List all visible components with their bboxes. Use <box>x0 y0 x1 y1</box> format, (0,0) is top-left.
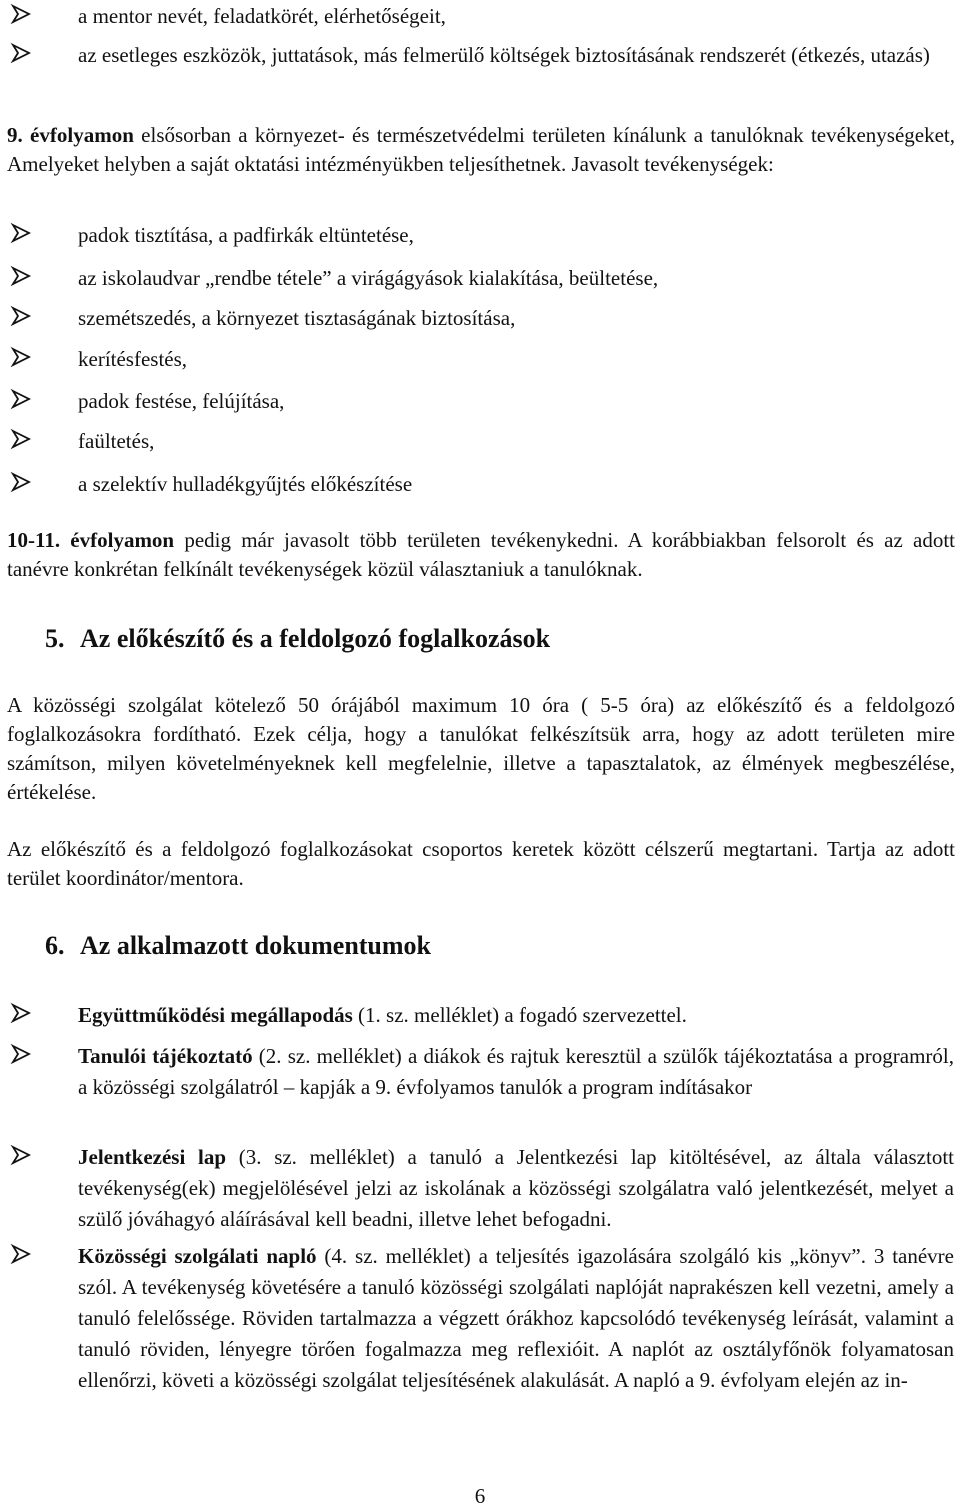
paragraph-text: pedig már javasolt több területen tevékenykedni. A korábbiakban felsorolt és az adott tanévre konkrétan felkínált tevékenységek közül választaniuk a tanulóknak. <box>7 528 955 581</box>
grade-label: 9. évfolyamon <box>7 123 134 147</box>
arrowhead-bullet-icon <box>10 1241 32 1267</box>
arrowhead-bullet-icon <box>10 303 32 329</box>
arrowhead-bullet-icon <box>10 386 32 412</box>
document-name: Jelentkezési lap <box>78 1145 227 1169</box>
list-item-text: az iskolaudvar „rendbe tétele” a virágágyások kialakítása, beültetése, <box>78 266 659 290</box>
list-item <box>10 344 950 374</box>
arrowhead-bullet-icon <box>10 426 32 452</box>
paragraph-text: elsősorban a környezet- és természetvédelmi területen kínálunk a tanulóknak tevékenységeket, Amelyeket helyben a saját oktatási intézményükben teljesíthetnek. Javasolt tevékenységek: <box>7 123 955 176</box>
list-item <box>10 426 950 456</box>
section-heading <box>45 624 550 654</box>
list-item-text: padok tisztítása, a padfirkák eltüntetése, <box>78 223 414 247</box>
arrowhead-bullet-icon <box>10 1142 32 1168</box>
document-description: (3. sz. melléklet) a tanuló a Jelentkezési lap kitöltésével, az általa választott tevékenység(ek) megjelölésével jelzi az iskolának a közösségi szolgálatra való jelentkezését, melyet a szülő jóváhagyó aláírásával kell beadni, illetve lehet befogadni. <box>78 1145 955 1231</box>
section-title: Az előkészítő és a feldolgozó foglalkozások <box>80 624 551 653</box>
paragraph: Az előkészítő és a feldolgozó foglalkozásokat csoportos keretek között célszerű megtartani. Tartja az adott terület koordinátor/mentora. <box>7 837 955 890</box>
arrowhead-bullet-icon <box>10 263 32 289</box>
document-description: (2. sz. melléklet) a diákok és rajtuk keresztül a szülők tájékoztatása a programról, a közösségi szolgálatról – kapják a 9. évfolyamos tanulók a program indításakor <box>78 1044 954 1099</box>
paragraph-grade-10-11 <box>7 526 955 584</box>
list-item-text: padok festése, felújítása, <box>78 389 285 413</box>
section-heading <box>45 931 431 961</box>
list-item-text: a szelektív hulladékgyűjtés előkészítése <box>78 472 413 496</box>
list-item <box>10 303 950 333</box>
paragraph-grade-9 <box>7 121 955 179</box>
grade-label: 10-11. évfolyamon <box>7 528 175 552</box>
list-item <box>10 386 950 416</box>
page-number: 6 <box>474 1484 486 1508</box>
arrowhead-bullet-icon <box>10 469 32 495</box>
document-name: Együttműködési megállapodás <box>78 1003 353 1027</box>
list-item-text: kerítésfestés, <box>78 347 188 371</box>
document-list-item <box>10 1041 954 1103</box>
paragraph: A közösségi szolgálat kötelező 50 órájából maximum 10 óra ( 5-5 óra) az előkészítő és a feldolgozó foglalkozásokra fordítható. Ezek célja, hogy a tanulókat felkészítsük arra, hogy az adott területen mire számítson, milyen követelményeknek kell megfelelnie, illetve a tapasztalatok, az élmények megbeszélése, értékelése. <box>7 693 955 804</box>
arrowhead-bullet-icon <box>10 344 32 370</box>
document-list-item <box>10 1241 955 1396</box>
arrowhead-bullet-icon <box>10 1041 32 1067</box>
arrowhead-bullet-icon <box>10 1 32 27</box>
document-description: (4. sz. melléklet) a teljesítés igazolására szolgáló kis „könyv”. 3 tanévre szól. A tevékenység követésére a tanuló közösségi szolgálati naplóját naprakészen kell vezetni, amely a tanuló felelőssége. Röviden tartalmazza a végzett órákhoz kapcsolódó tevékenység leírását, valamint a tanuló röviden, lényegre törően fogalmazza meg reflexióit. A naplót az osztályfőnök folyamatosan ellenőrzi, követi a közösségi szolgálat teljesítésének alakulását. A napló a 9. évfolyam elején az in- <box>78 1244 955 1392</box>
document-name: Tanulói tájékoztató <box>78 1044 253 1068</box>
list-item <box>10 1 950 31</box>
list-item <box>10 220 950 250</box>
list-item-text: az esetleges eszközök, juttatások, más felmerülő költségek biztosításának rendszerét (étkezés, utazás) <box>78 43 930 67</box>
document-description: (1. sz. melléklet) a fogadó szervezettel. <box>352 1003 687 1027</box>
arrowhead-bullet-icon <box>10 220 32 246</box>
section-number: 6. <box>45 931 65 960</box>
document-list-item <box>10 1000 950 1031</box>
list-item-text: szemétszedés, a környezet tisztaságának biztosítása, <box>78 306 516 330</box>
list-item-text: faültetés, <box>78 429 155 453</box>
arrowhead-bullet-icon <box>10 1000 32 1026</box>
list-item <box>10 263 950 293</box>
list-item <box>10 40 950 70</box>
arrowhead-bullet-icon <box>10 40 32 66</box>
section-title: Az alkalmazott dokumentumok <box>80 931 432 960</box>
list-item <box>10 469 950 499</box>
section-number: 5. <box>45 624 65 653</box>
list-item-text: a mentor nevét, feladatkörét, elérhetőségeit, <box>78 4 446 28</box>
document-name: Közösségi szolgálati napló <box>78 1244 317 1268</box>
document-list-item <box>10 1142 955 1235</box>
